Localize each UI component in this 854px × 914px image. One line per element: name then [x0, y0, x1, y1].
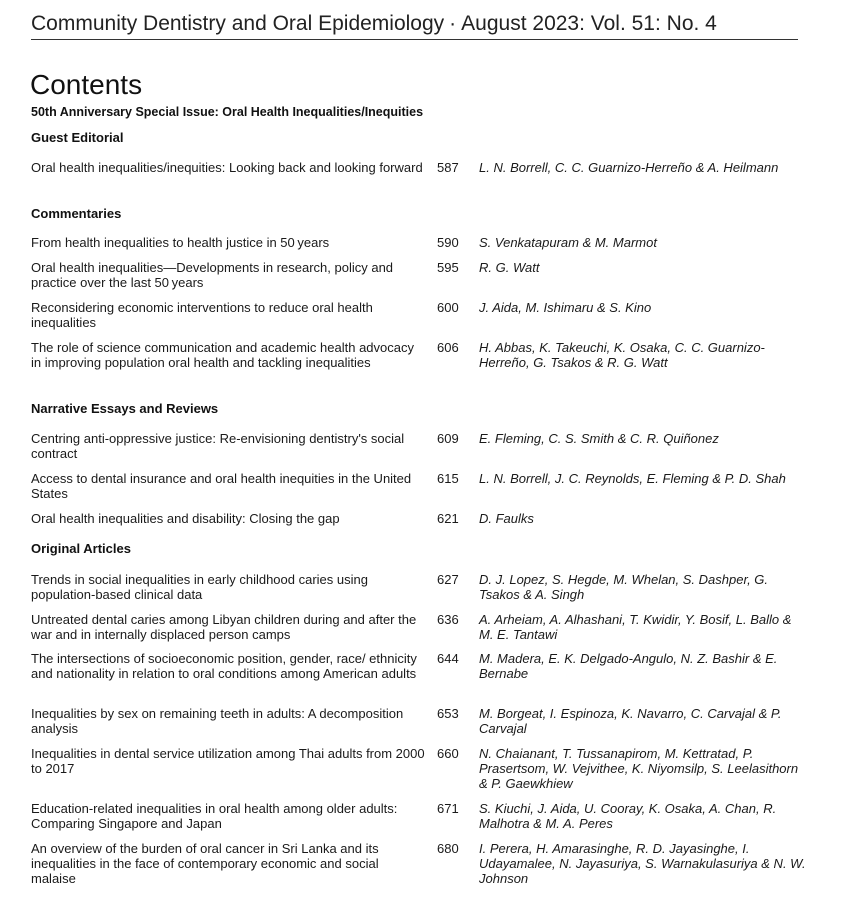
page-number: 621	[437, 511, 459, 526]
article-title[interactable]: The intersections of socioeconomic position, gender, race/ ethnicity and nationality in relation to oral conditions among American adults	[31, 651, 417, 681]
page-number: 600	[437, 300, 459, 315]
page-number: 680	[437, 841, 459, 856]
article-title[interactable]: The role of science communication and academic health advocacy in improving population oral health and tackling inequalities	[31, 340, 414, 370]
page-number: 653	[437, 706, 459, 721]
article-authors: D. Faulks	[479, 511, 534, 526]
issue-info: August 2023: Vol. 51: No. 4	[461, 12, 717, 35]
article-title[interactable]: Access to dental insurance and oral health inequities in the United States	[31, 471, 412, 501]
article-title[interactable]: Inequalities in dental service utilization among Thai adults from 2000 to 2017	[31, 746, 425, 776]
section-heading-original-articles: Original Articles	[31, 541, 131, 556]
page-title: Contents	[30, 69, 143, 100]
article-authors: M. Borgeat, I. Espinoza, K. Navarro, C. Carvajal & P. Carvajal	[479, 706, 782, 736]
header-separator: ·	[449, 12, 457, 35]
article-title[interactable]: From health inequalities to health justice in 50 years	[31, 235, 330, 250]
article-authors: D. J. Lopez, S. Hegde, M. Whelan, S. Dashper, G. Tsakos & A. Singh	[479, 572, 769, 602]
article-authors: J. Aida, M. Ishimaru & S. Kino	[479, 300, 652, 315]
article-title[interactable]: Centring anti-oppressive justice: Re-envisioning dentistry's social contract	[31, 431, 405, 461]
article-authors: R. G. Watt	[479, 260, 540, 275]
page-number: 627	[437, 572, 459, 587]
journal-name: Community Dentistry and Oral Epidemiology	[31, 12, 445, 35]
special-issue-title: 50th Anniversary Special Issue: Oral Health Inequalities/Inequities	[31, 105, 424, 119]
article-title[interactable]: An overview of the burden of oral cancer in Sri Lanka and its inequalities in the face of contemporary economic and social malaise	[31, 841, 379, 886]
section-heading-guest-editorial: Guest Editorial	[31, 130, 124, 145]
page-number: 595	[437, 260, 459, 275]
article-title[interactable]: Reconsidering economic interventions to reduce oral health inequalities	[31, 300, 373, 330]
article-authors: N. Chaianant, T. Tussanapirom, M. Kettratad, P. Prasertsom, W. Vejvithee, K. Niyomsilp, S. Leelasithorn & P. Gaewkhiew	[479, 746, 799, 791]
page-number: 609	[437, 431, 459, 446]
page-number: 606	[437, 340, 459, 355]
article-authors: I. Perera, H. Amarasinghe, R. D. Jayasinghe, I. Udayamalee, N. Jayasuriya, S. Warnakulasuriya & N. W. Johnson	[479, 841, 806, 886]
article-authors: H. Abbas, K. Takeuchi, K. Osaka, C. C. Guarnizo-Herreño, G. Tsakos & R. G. Watt	[479, 340, 765, 370]
article-authors: A. Arheiam, A. Alhashani, T. Kwidir, Y. Bosif, L. Ballo & M. E. Tantawi	[479, 612, 792, 642]
page-number: 644	[437, 651, 459, 666]
page-number: 615	[437, 471, 459, 486]
page-number: 671	[437, 801, 459, 816]
article-title[interactable]: Oral health inequalities and disability: Closing the gap	[31, 511, 340, 526]
article-title[interactable]: Education-related inequalities in oral health among older adults: Comparing Singapore and Japan	[31, 801, 398, 831]
article-title[interactable]: Trends in social inequalities in early childhood caries using population-based clinical data	[31, 572, 368, 602]
article-title[interactable]: Inequalities by sex on remaining teeth in adults: A decomposition analysis	[31, 706, 404, 736]
article-title[interactable]: Untreated dental caries among Libyan children during and after the war and in internally displaced person camps	[31, 612, 417, 642]
section-heading-narrative-essays: Narrative Essays and Reviews	[31, 401, 219, 416]
section-heading-commentaries: Commentaries	[31, 206, 122, 221]
article-authors: S. Venkatapuram & M. Marmot	[479, 235, 657, 250]
article-authors: S. Kiuchi, J. Aida, U. Cooray, K. Osaka, A. Chan, R. Malhotra & M. A. Peres	[479, 801, 777, 831]
article-title[interactable]: Oral health inequalities/inequities: Looking back and looking forward	[31, 160, 423, 175]
article-authors: E. Fleming, C. S. Smith & C. R. Quiñonez	[479, 431, 719, 446]
page-number: 660	[437, 746, 459, 761]
article-title[interactable]: Oral health inequalities—Developments in research, policy and practice over the last 50 years	[31, 260, 394, 290]
page-number: 587	[437, 160, 459, 175]
page-number: 636	[437, 612, 459, 627]
article-authors: M. Madera, E. K. Delgado-Angulo, N. Z. Bashir & E. Bernabe	[479, 651, 778, 681]
page-number: 590	[437, 235, 459, 250]
article-authors: L. N. Borrell, J. C. Reynolds, E. Fleming & P. D. Shah	[479, 471, 786, 486]
journal-header	[31, 9, 798, 40]
article-authors: L. N. Borrell, C. C. Guarnizo-Herreño & A. Heilmann	[479, 160, 779, 175]
